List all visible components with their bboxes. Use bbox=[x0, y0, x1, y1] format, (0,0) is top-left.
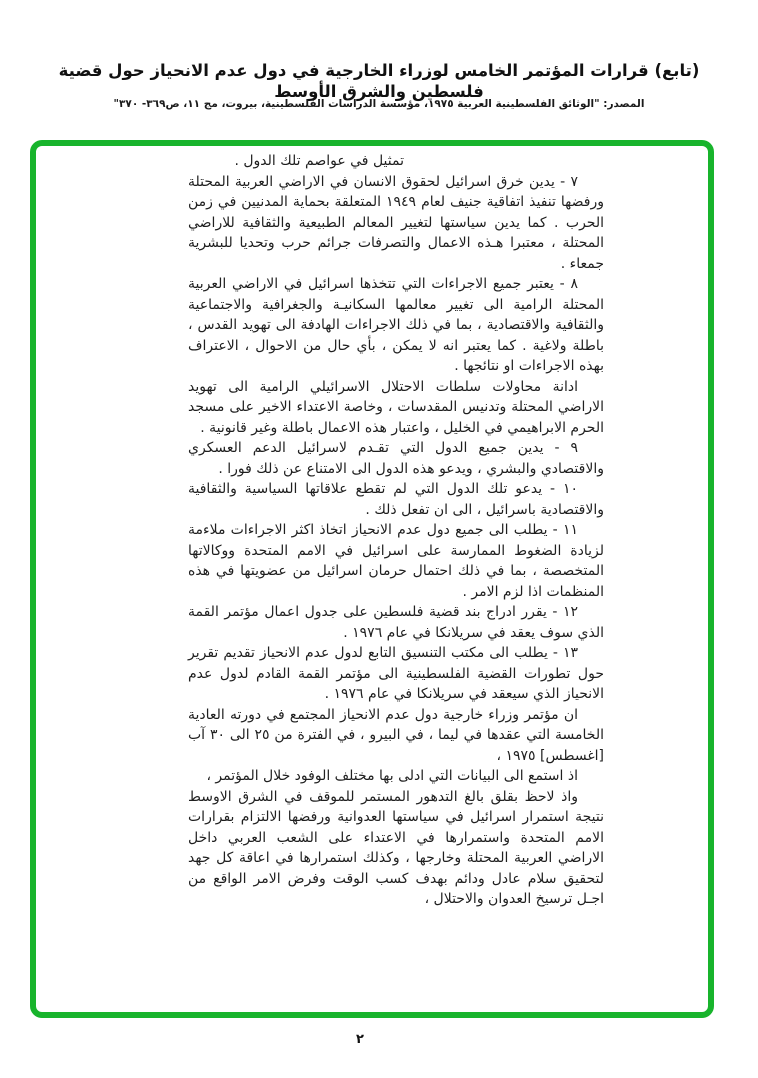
paragraph-item-8: ٨ - يعتبر جميع الاجراءات التي تتخذها اسرائيل في الاراضي العربية المحتلة الرامية الى تغيير معالمها السكانيـة والجغرافية والاجتماعية والثقافية والاقتصادية ، بما في ذلك الاجراءات الهادفة الى تهويد القدس ، باطلة ولاغية . كما يعتبر انه لا يمكن ، بأي حال من الاحوال ، الاعتراف بهذه الاجراءات او نتائجها . bbox=[188, 276, 604, 374]
document-body bbox=[188, 151, 604, 910]
paragraph-preamble-statements: اذ استمع الى البيانات التي ادلى بها مختلف الوفود خلال المؤتمر ، bbox=[206, 768, 578, 784]
page-title: (تابع) قرارات المؤتمر الخامس لوزراء الخارجية في دول عدم الانحياز حول قضية فلسطين والشرق الأوسط bbox=[58, 61, 700, 102]
paragraph-item-11: ١١ - يطلب الى جميع دول عدم الانحياز اتخاذ اكثر الاجراءات ملاءمة لزيادة الضغوط الممارسة على اسرائيل في الامم المتحدة ووكالاتها المتخصصة ، بما في ذلك احتمال حرمان اسرائيل من عضويتها في هذه المنظمات اذا لزم الامر . bbox=[188, 522, 604, 600]
paragraph-item-13: ١٣ - يطلب الى مكتب التنسيق التابع لدول عدم الانحياز تقديم تقرير حول تطورات القضية الفلسطينية الى مؤتمر القمة القادم لدول عدم الانحياز الذي سيعقد في سريلانكا في عام ١٩٧٦ . bbox=[188, 645, 604, 702]
paragraph-item-7: ٧ - يدين خرق اسرائيل لحقوق الانسان في الاراضي العربية المحتلة ورفضها تنفيذ اتفاقية جنيف لعام ١٩٤٩ المتعلقة بحماية المدنيين في زمن الحرب . كما يدين سياستها لتغيير المعالم الطبيعية والثقافية للاراضي المحتلة ، معتبرا هـذه الاعمال والتصرفات جرائم حرب وتحديا للبشرية جمعاء . bbox=[188, 173, 604, 272]
paragraph-item-10: ١٠ - يدعو تلك الدول التي لم تقطع علاقاتها السياسية والثقافية والاقتصادية باسرائيل ، الى ان تفعل ذلك . bbox=[188, 481, 604, 518]
paragraph-continuation: تمثيل في عواصم تلك الدول . bbox=[234, 153, 404, 169]
paragraph-item-9: ٩ - يدين جميع الدول التي تقـدم لاسرائيل الدعم العسكري والاقتصادي والبشري ، ويدعو هذه الدول الى الامتناع عن ذلك فورا . bbox=[188, 440, 604, 477]
source-citation: المصدر: "الوثائق الفلسطينية العربية ١٩٧٥، مؤسسة الدراسات الفلسطينية، بيروت، مج ١١، ص٣٦٩- ٣٧٠" bbox=[113, 98, 645, 110]
page-number: ٢ bbox=[356, 1032, 364, 1047]
paragraph-condemnation: ادانة محاولات سلطات الاحتلال الاسرائيلي الرامية الى تهويد الاراضي المحتلة وتدنيس المقدسات ، وخاصة الاعتداء الاخير على مسجد الحرم الابراهيمي في الخليل ، واعتبار هذه الاعمال باطلة وغير قانونية . bbox=[188, 378, 604, 436]
paragraph-preamble-concern: واذ لاحظ بقلق بالغ التدهور المستمر للموقف في الشرق الاوسط نتيجة استمرار اسرائيل في سياستها العدوانية ورفضها الالتزام بقرارات الامم المتحدة واستمرارها في الاعتداء على الشعب العربي داخل الاراضي العربية المحتلة وخارجها ، وكذلك استمرارها في اعاقة كل جهد لتحقيق سلام عادل ودائم بهدف كسب الوقت وفرض الامر الواقع من اجـل ترسيخ العدوان والاحتلال ، bbox=[188, 788, 604, 907]
paragraph-item-12: ١٢ - يقرر ادراج بند قضية فلسطين على جدول اعمال مؤتمر القمة الذي سوف يعقد في سريلانكا في عام ١٩٧٦ . bbox=[188, 604, 604, 641]
highlight-frame bbox=[30, 140, 714, 1018]
paragraph-preamble-conference: ان مؤتمر وزراء خارجية دول عدم الانحياز المجتمع في دورته العادية الخامسة التي عقدها في ليما ، في البيرو ، في الفترة من ٢٥ الى ٣٠ آب [اغسطس] ١٩٧٥ ، bbox=[188, 706, 605, 764]
